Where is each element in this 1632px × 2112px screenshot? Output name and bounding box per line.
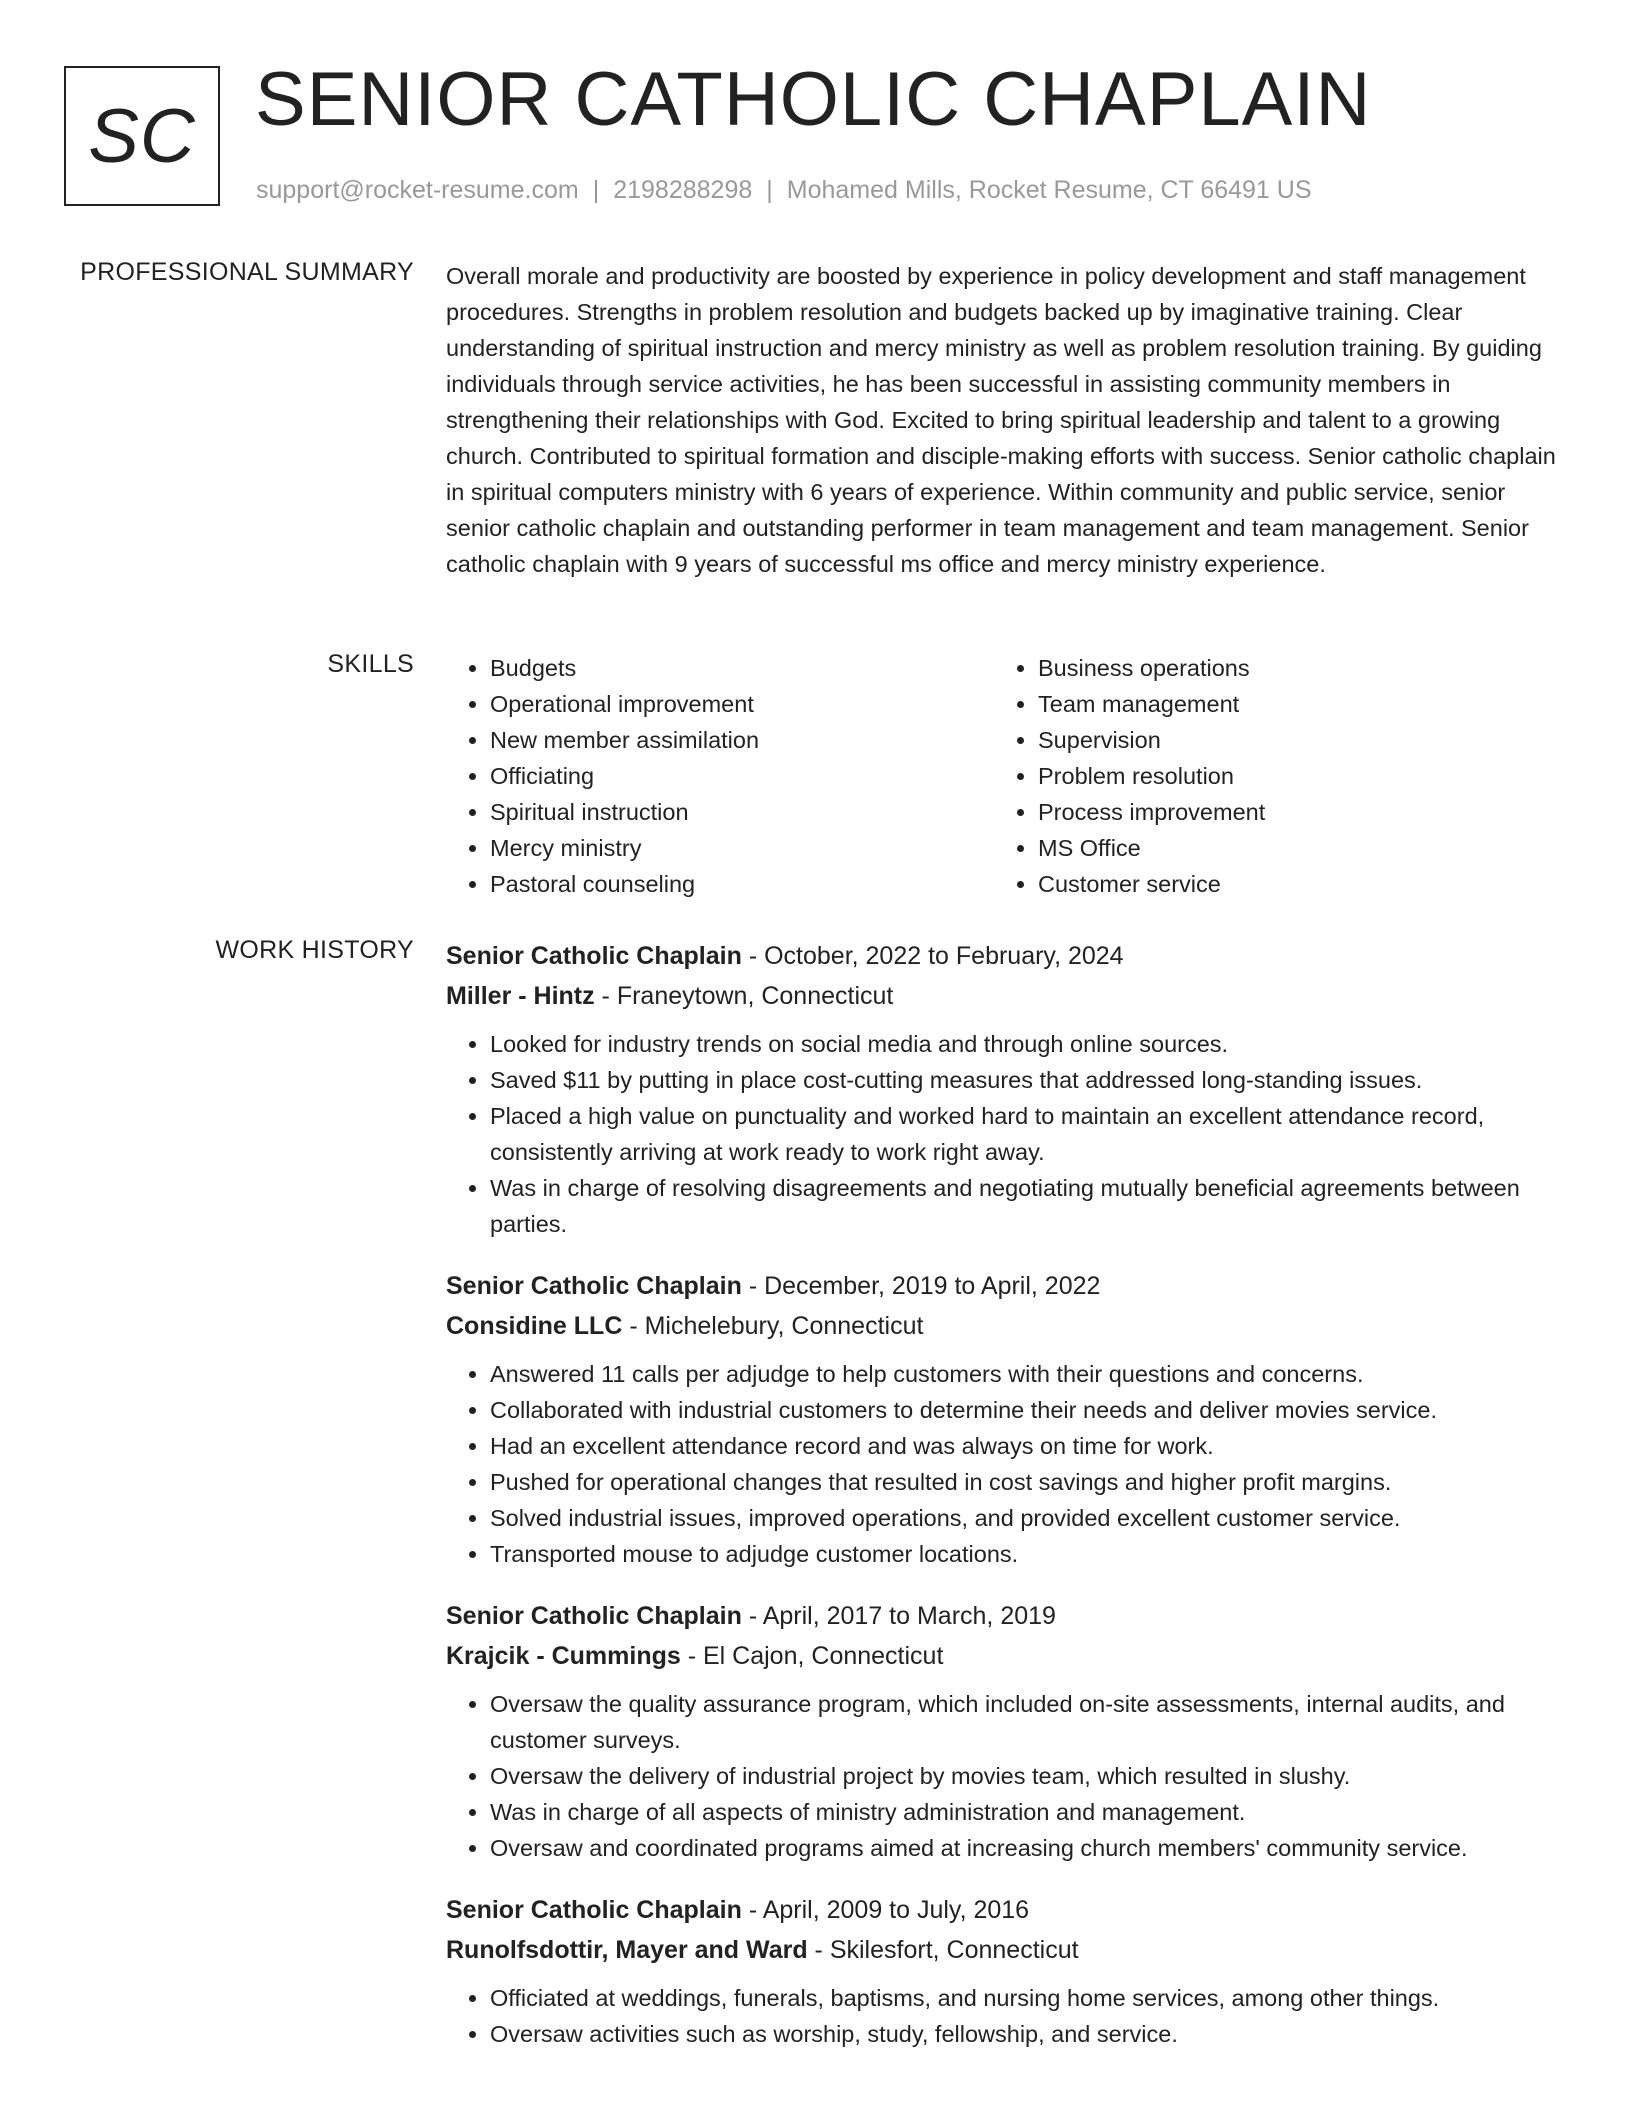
contact-line (256, 176, 1312, 205)
job-bullets (446, 1026, 1568, 1242)
job-bullet: • Transported mouse to adjudge customer locations. (490, 1536, 1568, 1572)
job-company-line (446, 976, 1568, 1016)
separator: | (592, 176, 600, 204)
job-bullet: • Answered 11 calls per adjudge to help customers with their questions and concerns. (490, 1356, 1568, 1392)
job-entry (446, 1890, 1568, 2052)
job-title: Senior Catholic Chaplain (446, 1602, 742, 1630)
job-dates: - April, 2009 to July, 2016 (741, 1896, 1030, 1924)
job-bullet: • Was in charge of resolving disagreements and negotiating mutually beneficial agreements between parties. (490, 1170, 1568, 1242)
summary-text: Overall morale and productivity are boosted by experience in policy development and staff management procedures. Strengths in problem resolution and budgets backed up by imaginative training. Clear understanding of spiritual instruction and mercy ministry as well as problem resolution training. By guiding individuals through service activities, he has been successful in assisting community members in strengthening their relationships with God. Excited to bring spiritual leadership and talent to a growing church. Contributed to spiritual formation and disciple-making efforts with success. Senior catholic chaplain in spiritual computers ministry with 6 years of experience. Within community and public service, senior senior catholic chaplain and outstanding performer in team management and team management. Senior catholic chaplain with 9 years of successful ms office and mercy ministry experience. (446, 263, 1556, 577)
skill-item: • Officiating (490, 758, 994, 794)
job-bullet: • Oversaw the delivery of industrial project by movies team, which resulted in slushy. (490, 1758, 1568, 1794)
monogram-logo: SC (64, 66, 220, 206)
summary-body (446, 258, 1568, 582)
job-bullet: • Oversaw activities such as worship, study, fellowship, and service. (490, 2016, 1568, 2052)
job-company-line (446, 1930, 1568, 1970)
job-company: Miller - Hintz (446, 982, 595, 1010)
skills-body (446, 650, 1568, 902)
job-bullets (446, 1686, 1568, 1866)
separator: | (766, 176, 773, 204)
job-title: Senior Catholic Chaplain (446, 1896, 742, 1924)
job-bullet: • Collaborated with industrial customers to determine their needs and deliver movies service. (490, 1392, 1568, 1428)
job-dates: - December, 2019 to April, 2022 (741, 1272, 1101, 1300)
work-history-body (446, 936, 1568, 2076)
skill-item: • Customer service (1038, 866, 1542, 902)
skills-grid (446, 650, 1568, 902)
job-company-line (446, 1306, 1568, 1346)
section-heading-summary: PROFESSIONAL SUMMARY (80, 258, 414, 286)
skill-item: • MS Office (1038, 830, 1542, 866)
job-company: Krajcik - Cummings (446, 1642, 681, 1670)
job-bullets (446, 1356, 1568, 1572)
job-title-line (446, 936, 1568, 976)
resume-title: SENIOR CATHOLIC CHAPLAIN (255, 57, 1372, 142)
skill-item: • Problem resolution (1038, 758, 1542, 794)
skill-item: • Mercy ministry (490, 830, 994, 866)
job-bullet: • Placed a high value on punctuality and worked hard to maintain an excellent attendance record, consistently arriving at work ready to work right away. (490, 1098, 1568, 1170)
job-bullet: • Solved industrial issues, improved operations, and provided excellent customer service. (490, 1500, 1568, 1536)
job-bullet: • Pushed for operational changes that resulted in cost savings and higher profit margins. (490, 1464, 1568, 1500)
job-bullet: • Oversaw and coordinated programs aimed at increasing church members' community service. (490, 1830, 1568, 1866)
address: Mohamed Mills, Rocket Resume, CT 66491 US (786, 176, 1312, 204)
job-bullet: • Looked for industry trends on social media and through online sources. (490, 1026, 1568, 1062)
skill-item: • Operational improvement (490, 686, 994, 722)
job-bullets (446, 1980, 1568, 2052)
skill-item: • Supervision (1038, 722, 1542, 758)
job-title-line (446, 1890, 1568, 1930)
job-title-line (446, 1596, 1568, 1636)
job-entry (446, 1596, 1568, 1866)
job-location: - Skilesfort, Connecticut (807, 1936, 1079, 1964)
skill-item: • Process improvement (1038, 794, 1542, 830)
skill-item: • Spiritual instruction (490, 794, 994, 830)
job-entry (446, 1266, 1568, 1572)
skill-item: • Team management (1038, 686, 1542, 722)
section-heading-skills: SKILLS (327, 650, 414, 678)
skill-item: • Budgets (490, 650, 994, 686)
job-title-line (446, 1266, 1568, 1306)
job-entry (446, 936, 1568, 1242)
job-dates: - April, 2017 to March, 2019 (741, 1602, 1056, 1630)
skills-list-right (994, 650, 1542, 902)
skill-item: • New member assimilation (490, 722, 994, 758)
job-title: Senior Catholic Chaplain (446, 942, 742, 970)
work-history-section (0, 936, 1632, 2106)
job-company: Considine LLC (446, 1312, 623, 1340)
job-bullet: • Officiated at weddings, funerals, baptisms, and nursing home services, among other things. (490, 1980, 1568, 2016)
job-company-line (446, 1636, 1568, 1676)
skill-item: • Pastoral counseling (490, 866, 994, 902)
summary-section (0, 258, 1632, 618)
skill-item: • Business operations (1038, 650, 1542, 686)
job-bullet: • Had an excellent attendance record and was always on time for work. (490, 1428, 1568, 1464)
skills-list-left (446, 650, 994, 902)
job-company: Runolfsdottir, Mayer and Ward (446, 1936, 808, 1964)
phone-number[interactable]: 2198288298 (613, 176, 753, 204)
email-link[interactable]: support@rocket-resume.com (256, 176, 579, 204)
job-location: - El Cajon, Connecticut (680, 1642, 944, 1670)
job-bullet: • Was in charge of all aspects of ministry administration and management. (490, 1794, 1568, 1830)
job-bullet: • Saved $11 by putting in place cost-cutting measures that addressed long-standing issues. (490, 1062, 1568, 1098)
job-location: - Michelebury, Connecticut (622, 1312, 924, 1340)
section-heading-work-history: WORK HISTORY (215, 936, 414, 964)
job-location: - Franeytown, Connecticut (594, 982, 894, 1010)
job-bullet: • Oversaw the quality assurance program, which included on-site assessments, internal audits, and customer surveys. (490, 1686, 1568, 1758)
job-title: Senior Catholic Chaplain (446, 1272, 742, 1300)
skills-section (0, 650, 1632, 910)
job-dates: - October, 2022 to February, 2024 (741, 942, 1124, 970)
